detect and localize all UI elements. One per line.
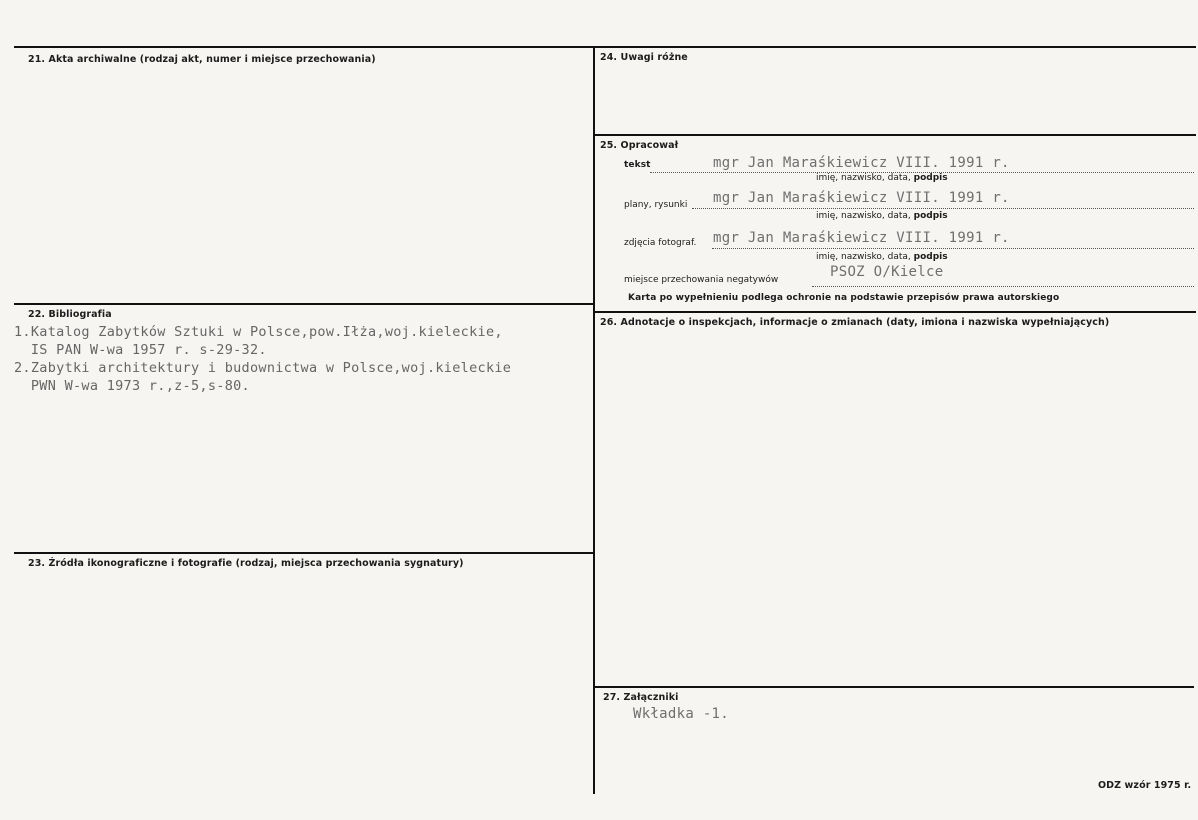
plany-label: plany, rysunki	[624, 200, 688, 210]
section-23-heading: 23. Źródła ikonograficzne i fotografie (rodzaj, miejsca przechowania sygnatury)	[28, 558, 464, 569]
divider-26-27	[594, 686, 1194, 688]
divider-21-22	[14, 303, 594, 305]
vertical-divider	[593, 46, 595, 794]
tekst-value: mgr Jan Maraśkiewicz VIII. 1991 r.	[713, 155, 1010, 171]
zdjecia-value: mgr Jan Maraśkiewicz VIII. 1991 r.	[713, 230, 1010, 246]
section-27-heading: 27. Załączniki	[603, 692, 679, 703]
zdjecia-label: zdjęcia fotograf.	[624, 238, 697, 248]
section-21-heading: 21. Akta archiwalne (rodzaj akt, numer i miejsce przechowania)	[28, 54, 376, 65]
form-model-footer: ODZ wzór 1975 r.	[1098, 780, 1192, 791]
negatywy-value: PSOZ O/Kielce	[830, 264, 944, 280]
bibliography-line-2: IS PAN W-wa 1957 r. s-29-32.	[14, 342, 267, 358]
tekst-caption: imię, nazwisko, data, podpis	[816, 173, 948, 183]
plany-value: mgr Jan Maraśkiewicz VIII. 1991 r.	[713, 190, 1010, 206]
section-22-heading: 22. Bibliografia	[28, 309, 112, 320]
divider-22-23	[14, 552, 594, 554]
plany-caption: imię, nazwisko, data, podpis	[816, 211, 948, 221]
plany-dotted-line	[692, 208, 1194, 209]
section-24-heading: 24. Uwagi różne	[600, 52, 688, 63]
top-border	[14, 46, 1196, 48]
divider-25-26	[594, 311, 1196, 313]
negatywy-dotted-line	[812, 286, 1194, 287]
zdjecia-dotted-line	[712, 248, 1194, 249]
bibliography-line-4: PWN W-wa 1973 r.,z-5,s-80.	[14, 378, 250, 394]
tekst-label: tekst	[624, 160, 651, 170]
attachments-value: Wkładka -1.	[633, 706, 730, 722]
section-25-heading: 25. Opracował	[600, 140, 679, 151]
copyright-note: Karta po wypełnieniu podlega ochronie na podstawie przepisów prawa autorskiego	[628, 293, 1060, 303]
bibliography-line-1: 1.Katalog Zabytków Sztuki w Polsce,pow.Iłża,woj.kieleckie,	[14, 324, 503, 340]
zdjecia-caption: imię, nazwisko, data, podpis	[816, 252, 948, 262]
section-26-heading: 26. Adnotacje o inspekcjach, informacje o zmianach (daty, imiona i nazwiska wypełniających)	[600, 317, 1110, 328]
divider-24-25	[594, 134, 1196, 136]
bibliography-line-3: 2.Zabytki architektury i budownictwa w Polsce,woj.kieleckie	[14, 360, 512, 376]
negatywy-label: miejsce przechowania negatywów	[624, 275, 779, 285]
